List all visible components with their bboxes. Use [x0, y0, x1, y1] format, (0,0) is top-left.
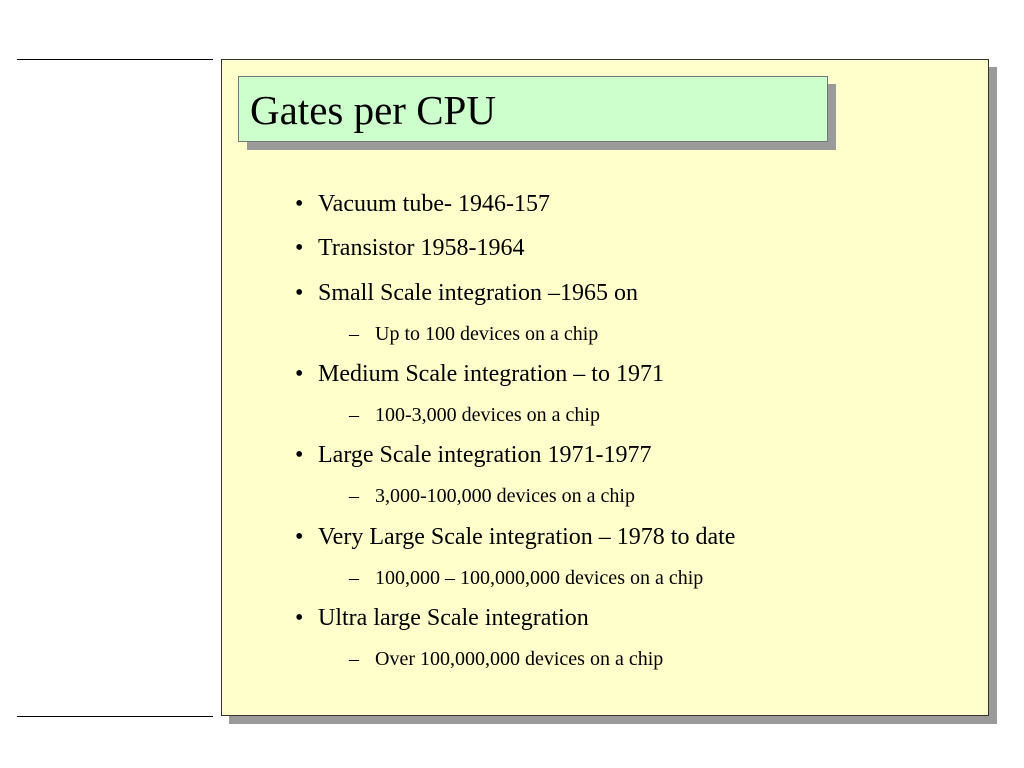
sub-list-item — [349, 566, 703, 590]
list-item-text: Ultra large Scale integration — [318, 605, 589, 631]
slide-title: Gates per CPU — [250, 87, 496, 133]
list-item-text: Small Scale integration –1965 on — [318, 280, 638, 306]
sub-list-item-text: Over 100,000,000 devices on a chip — [375, 648, 664, 670]
bullet-marker: • — [295, 235, 304, 261]
sub-list-item-text: 3,000-100,000 devices on a chip — [375, 485, 635, 507]
list-item — [295, 441, 651, 469]
bullet-marker: • — [295, 605, 304, 631]
list-item — [295, 190, 550, 218]
list-item-text: Vacuum tube- 1946-157 — [318, 191, 550, 217]
bullet-marker: • — [295, 361, 304, 387]
bullet-marker: • — [295, 191, 304, 217]
sub-list-item — [349, 647, 663, 671]
bottom-left-rule — [17, 716, 213, 717]
list-item — [295, 604, 589, 632]
list-item — [295, 523, 735, 551]
dash-marker: – — [349, 323, 359, 345]
sub-list-item-text: 100-3,000 devices on a chip — [375, 404, 600, 426]
list-item-text: Large Scale integration 1971-1977 — [318, 442, 652, 468]
list-item — [295, 279, 638, 307]
dash-marker: – — [349, 648, 359, 670]
sub-list-item — [349, 484, 635, 508]
bullet-marker: • — [295, 280, 304, 306]
dash-marker: – — [349, 567, 359, 589]
dash-marker: – — [349, 404, 359, 426]
bullet-marker: • — [295, 524, 304, 550]
sub-list-item — [349, 403, 600, 427]
sub-list-item-text: 100,000 – 100,000,000 devices on a chip — [375, 567, 704, 589]
title-box — [238, 76, 828, 142]
list-item — [295, 234, 524, 262]
dash-marker: – — [349, 485, 359, 507]
sub-list-item-text: Up to 100 devices on a chip — [375, 323, 599, 345]
sub-list-item — [349, 322, 598, 346]
list-item-text: Transistor 1958-1964 — [318, 235, 525, 261]
list-item-text: Very Large Scale integration – 1978 to date — [318, 524, 736, 550]
top-left-rule — [17, 59, 213, 60]
list-item — [295, 360, 664, 388]
list-item-text: Medium Scale integration – to 1971 — [318, 361, 664, 387]
bullet-marker: • — [295, 442, 304, 468]
